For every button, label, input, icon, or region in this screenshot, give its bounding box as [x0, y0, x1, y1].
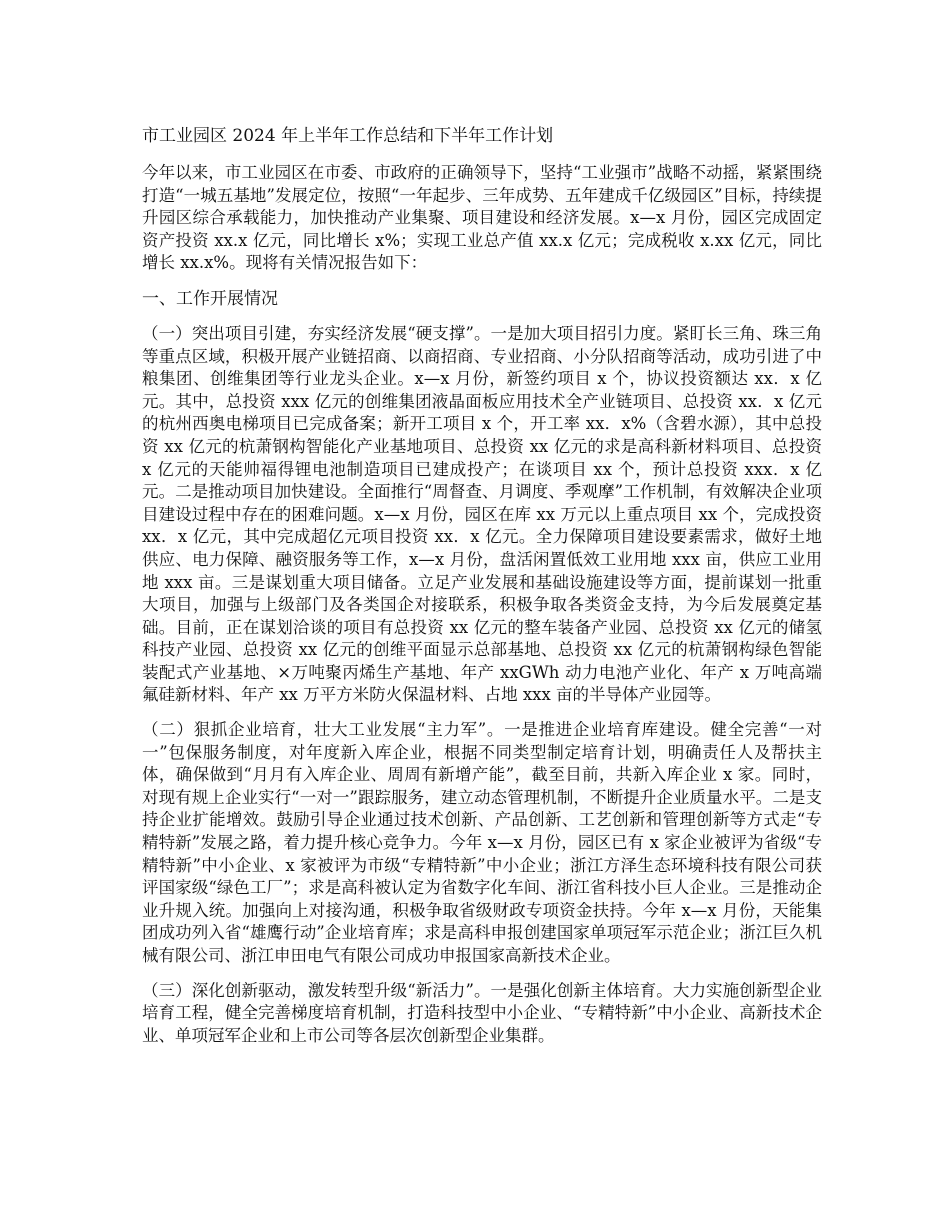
paragraph-project-introduction: （一）突出项目引建，夯实经济发展“硬支撑”。一是加大项目招引力度。紧盯长三角、珠三角等重点区域，积极开展产业链招商、以商招商、专业招商、小分队招商等活动，成功引进了中粮集团、创维集团等行业龙头企业。x—x 月份，新签约项目 x 个，协议投资额达 xx．x 亿元。其中，总投资 xxx 亿元的创维集团液晶面板应用技术全产业链项目、总投资 xx．x 亿元的杭州西奥电梯项目已完成备案；新开工项目 x 个，开工率 xx．x%（含碧水源），其中总投资 xx 亿元的杭萧钢构智能化产业基地项目、总投资 xx 亿元的求是高科新材料项目、总投资 x 亿元的天能帅福得锂电池制造项目已建成投产；在谈项目 xx 个，预计总投资 xxx．x 亿元。二是推动项目加快建设。全面推行“周督查、月调度、季观摩”工作机制，有效解决企业项目建设过程中存在的困难问题。x—x 月份，园区在库 xx 万元以上重点项目 xx 个，完成投资 xx．x 亿元，其中完成超亿元项目投资 xx．x 亿元。全力保障项目建设要素需求，做好土地供应、电力保障、融资服务等工作，x—x 月份，盘活闲置低效工业用地 xxx 亩，供应工业用地 xxx 亩。三是谋划重大项目储备。立足产业发展和基础设施建设等方面，提前谋划一批重大项目，加强与上级部门及各类国企对接联系，积极争取各类资金支持，为今后发展奠定基础。目前，正在谋划洽谈的项目有总投资 xx 亿元的整车装备产业园、总投资 xx 亿元的储氢科技产业园、总投资 xx 亿元的创维平面显示总部基地、总投资 xx 亿元的杭萧钢构绿色智能装配式产业基地、×万吨聚丙烯生产基地、年产 xxGWh 动力电池产业化、年产 x 万吨高端氟硅新材料、年产 xx 万平方米防火保温材料、占地 xxx 亩的半导体产业园等。	[142, 323, 822, 705]
paragraph-enterprise-cultivation: （二）狠抓企业培育，壮大工业发展“主力军”。一是推进企业培育库建设。健全完善“一对一”包保服务制度，对年度新入库企业，根据不同类型制定培育计划，明确责任人及帮扶主体，确保做到“月月有入库企业、周周有新增产能”，截至目前，共新入库企业 x 家。同时，对现有规上企业实行“一对一”跟踪服务，建立动态管理机制，不断提升企业质量水平。二是支持企业扩能增效。鼓励引导企业通过技术创新、产品创新、工艺创新和管理创新等方式走“专精特新”发展之路，着力提升核心竞争力。今年 x—x 月份，园区已有 x 家企业被评为省级“专精特新”中小企业、x 家被评为市级“专精特新”中小企业；浙江方泽生态环境科技有限公司获评国家级“绿色工厂”；求是高科被认定为省数字化车间、浙江省科技小巨人企业。三是推动企业升规入统。加强向上对接沟通，积极争取省级财政专项资金扶持。今年 x—x 月份，天能集团成功列入省“雄鹰行动”企业培育库；求是高科申报创建国家单项冠军示范企业；浙江巨久机械有限公司、浙江申田电气有限公司成功申报国家高新技术企业。	[142, 720, 822, 965]
paragraph-innovation-drive: （三）深化创新驱动，激发转型升级“新活力”。一是强化创新主体培育。大力实施创新型企业培育工程，健全完善梯度培育机制，打造科技型中小企业、“专精特新”中小企业、高新技术企业、单项冠军企业和上市公司等各层次创新型企业集群。	[142, 980, 822, 1045]
document-page	[142, 124, 822, 1059]
document-title: 市工业园区 2024 年上半年工作总结和下半年工作计划	[142, 126, 554, 146]
intro-paragraph: 今年以来，市工业园区在市委、市政府的正确领导下，坚持“工业强市”战略不动摇，紧紧围绕打造“一城五基地”发展定位，按照“一年起步、三年成势、五年建成千亿级园区”目标，持续提升园区综合承载能力，加快推动产业集聚、项目建设和经济发展。x—x 月份，园区完成固定资产投资 xx.x 亿元，同比增长 x%；实现工业总产值 xx.x 亿元；完成税收 x.xx 亿元，同比增长 xx.x%。现将有关情况报告如下：	[142, 163, 822, 273]
section-heading: 一、工作开展情况	[142, 288, 278, 309]
